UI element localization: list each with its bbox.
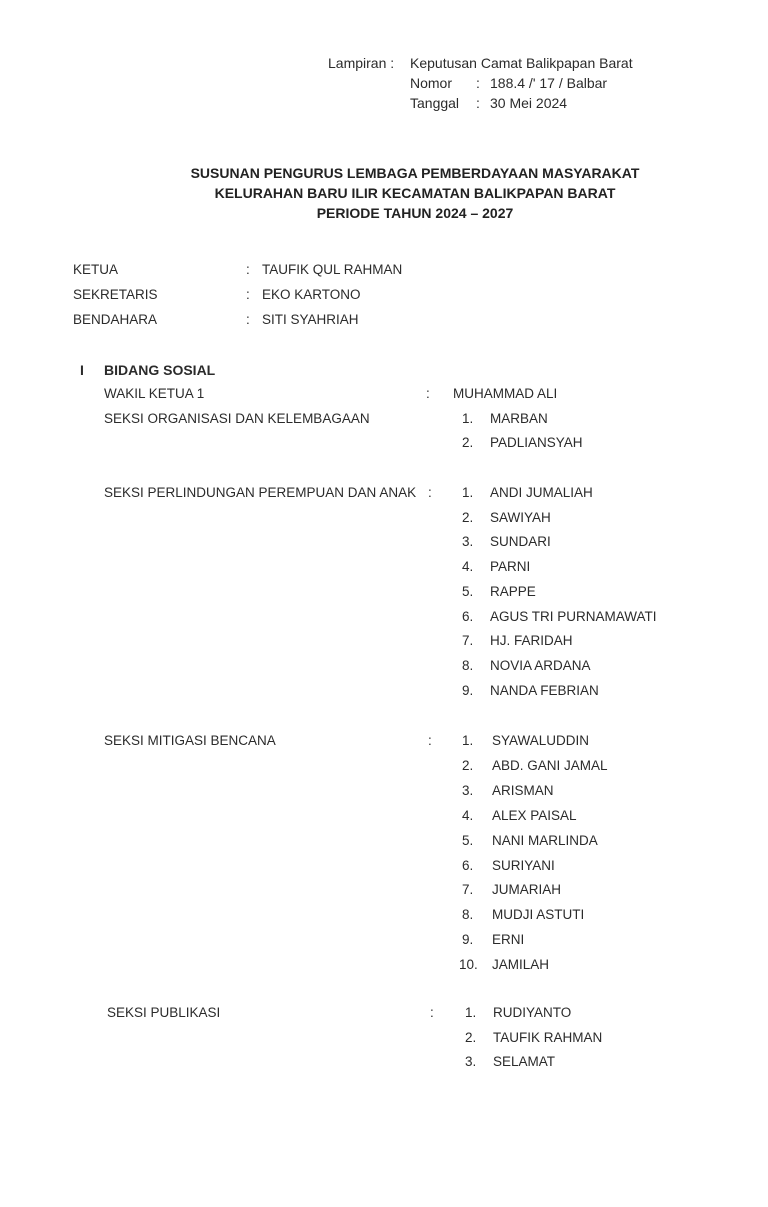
- section-label-perlindungan: SEKSI PERLINDUNGAN PEREMPUAN DAN ANAK: [104, 485, 417, 500]
- member-number: 1.: [462, 733, 474, 748]
- member-number: 10.: [459, 957, 478, 973]
- member-name: PADLIANSYAH: [490, 435, 583, 450]
- member-number: 7.: [462, 633, 474, 649]
- section-colon: :: [428, 485, 432, 500]
- officer-name: EKO KARTONO: [262, 287, 361, 302]
- member-name: ABD. GANI JAMAL: [492, 757, 608, 773]
- member-name: JAMILAH: [492, 957, 550, 973]
- member-name: NANI MARLINDA: [492, 832, 598, 848]
- officer-name: TAUFIK QUL RAHMAN: [262, 262, 403, 277]
- officer-row-bendahara: [0, 312, 768, 332]
- member-number: 1.: [465, 1005, 477, 1020]
- member-name: MARBAN: [490, 411, 548, 426]
- lampiran-label: Lampiran :: [328, 55, 395, 71]
- member-name: ERNI: [492, 932, 525, 948]
- list-item: [0, 833, 768, 853]
- member-number: 5.: [462, 832, 474, 848]
- tanggal-value: 30 Mei 2024: [490, 95, 568, 111]
- list-item: [0, 633, 768, 653]
- member-number: 9.: [462, 682, 474, 698]
- list-item: [0, 683, 768, 703]
- list-item: [0, 783, 768, 803]
- list-item: [0, 485, 768, 505]
- member-number: 3.: [462, 782, 474, 798]
- member-number: 2.: [462, 757, 474, 773]
- section-label-publikasi: SEKSI PUBLIKASI: [107, 1005, 221, 1020]
- member-name: SURIYANI: [492, 857, 555, 873]
- member-number: 3.: [462, 534, 474, 550]
- officer-label: BENDAHARA: [73, 312, 158, 327]
- member-name: ANDI JUMALIAH: [490, 485, 593, 500]
- member-number: 2.: [465, 1029, 477, 1045]
- list-item: [0, 858, 768, 878]
- member-name: ARISMAN: [492, 782, 554, 798]
- list-item: [0, 808, 768, 828]
- list-item: [0, 907, 768, 927]
- officer-row-ketua: [0, 262, 768, 282]
- list-item: [0, 584, 768, 604]
- list-item: [0, 1030, 768, 1050]
- nomor-value: 188.4 /' 17 / Balbar: [490, 75, 608, 91]
- officer-name: SITI SYAHRIAH: [262, 312, 359, 327]
- officer-colon: :: [246, 287, 250, 302]
- tanggal-colon: :: [476, 95, 480, 111]
- member-name: HJ. FARIDAH: [490, 633, 573, 649]
- officer-row-sekretaris: [0, 287, 768, 307]
- member-number: 4.: [462, 559, 474, 575]
- officer-label: SEKRETARIS: [73, 287, 158, 302]
- member-name: ALEX PAISAL: [492, 807, 577, 823]
- member-name: SAWIYAH: [490, 509, 551, 525]
- list-item: [0, 609, 768, 629]
- list-item: [0, 534, 768, 554]
- member-name: NOVIA ARDANA: [490, 657, 591, 673]
- member-number: 8.: [462, 907, 474, 923]
- bidang-title: BIDANG SOSIAL: [104, 362, 216, 378]
- list-item: [0, 758, 768, 778]
- title-line-1: SUSUNAN PENGURUS LEMBAGA PEMBERDAYAAN MASYARAKAT: [190, 165, 640, 181]
- member-number: 8.: [462, 657, 474, 673]
- member-name: TAUFIK RAHMAN: [493, 1029, 603, 1045]
- member-number: 1.: [462, 411, 474, 426]
- list-item: [0, 1054, 768, 1074]
- bidang-number: I: [80, 362, 84, 378]
- list-item: [0, 1005, 768, 1025]
- list-item: [0, 932, 768, 952]
- member-name: NANDA FEBRIAN: [490, 682, 599, 698]
- wakil-label: WAKIL KETUA 1: [104, 386, 205, 401]
- member-number: 3.: [465, 1054, 477, 1069]
- list-item: [0, 957, 768, 977]
- member-number: 6.: [462, 857, 474, 873]
- section-colon: :: [430, 1005, 434, 1020]
- member-number: 6.: [462, 608, 474, 624]
- member-name: SUNDARI: [490, 534, 551, 550]
- officer-colon: :: [246, 262, 250, 277]
- member-number: 5.: [462, 583, 474, 599]
- member-number: 7.: [462, 882, 474, 898]
- list-item: [0, 658, 768, 678]
- member-name: SELAMAT: [493, 1054, 556, 1069]
- list-item: [0, 733, 768, 753]
- officer-colon: :: [246, 312, 250, 327]
- nomor-colon: :: [476, 75, 480, 91]
- document-title: [60, 163, 768, 223]
- member-name: MUDJI ASTUTI: [492, 907, 585, 923]
- member-name: PARNI: [490, 559, 531, 575]
- member-number: 2.: [462, 435, 474, 450]
- member-name: JUMARIAH: [492, 882, 562, 898]
- member-number: 4.: [462, 807, 474, 823]
- section-label-mitigasi: SEKSI MITIGASI BENCANA: [104, 733, 276, 748]
- member-name: RUDIYANTO: [493, 1005, 572, 1020]
- section-colon: :: [428, 733, 432, 748]
- nomor-label: Nomor: [410, 75, 453, 91]
- member-number: 1.: [462, 485, 474, 500]
- officer-label: KETUA: [73, 262, 119, 277]
- wakil-colon: :: [426, 386, 430, 401]
- member-name: SYAWALUDDIN: [492, 733, 590, 748]
- member-number: 9.: [462, 932, 474, 948]
- list-item: [0, 559, 768, 579]
- list-item: [0, 510, 768, 530]
- title-line-2: KELURAHAN BARU ILIR KECAMATAN BALIKPAPAN BARAT: [214, 185, 616, 201]
- list-item: [0, 882, 768, 902]
- member-name: AGUS TRI PURNAMAWATI: [490, 608, 657, 624]
- section-label-organisasi: SEKSI ORGANISASI DAN KELEMBAGAAN: [104, 411, 370, 426]
- member-number: 2.: [462, 509, 474, 525]
- wakil-name: MUHAMMAD ALI: [453, 386, 558, 401]
- member-name: RAPPE: [490, 583, 536, 599]
- title-line-3: PERIODE TAHUN 2024 – 2027: [316, 205, 514, 221]
- keputusan-text: Keputusan Camat Balikpapan Barat: [410, 55, 633, 71]
- tanggal-label: Tanggal: [410, 95, 460, 111]
